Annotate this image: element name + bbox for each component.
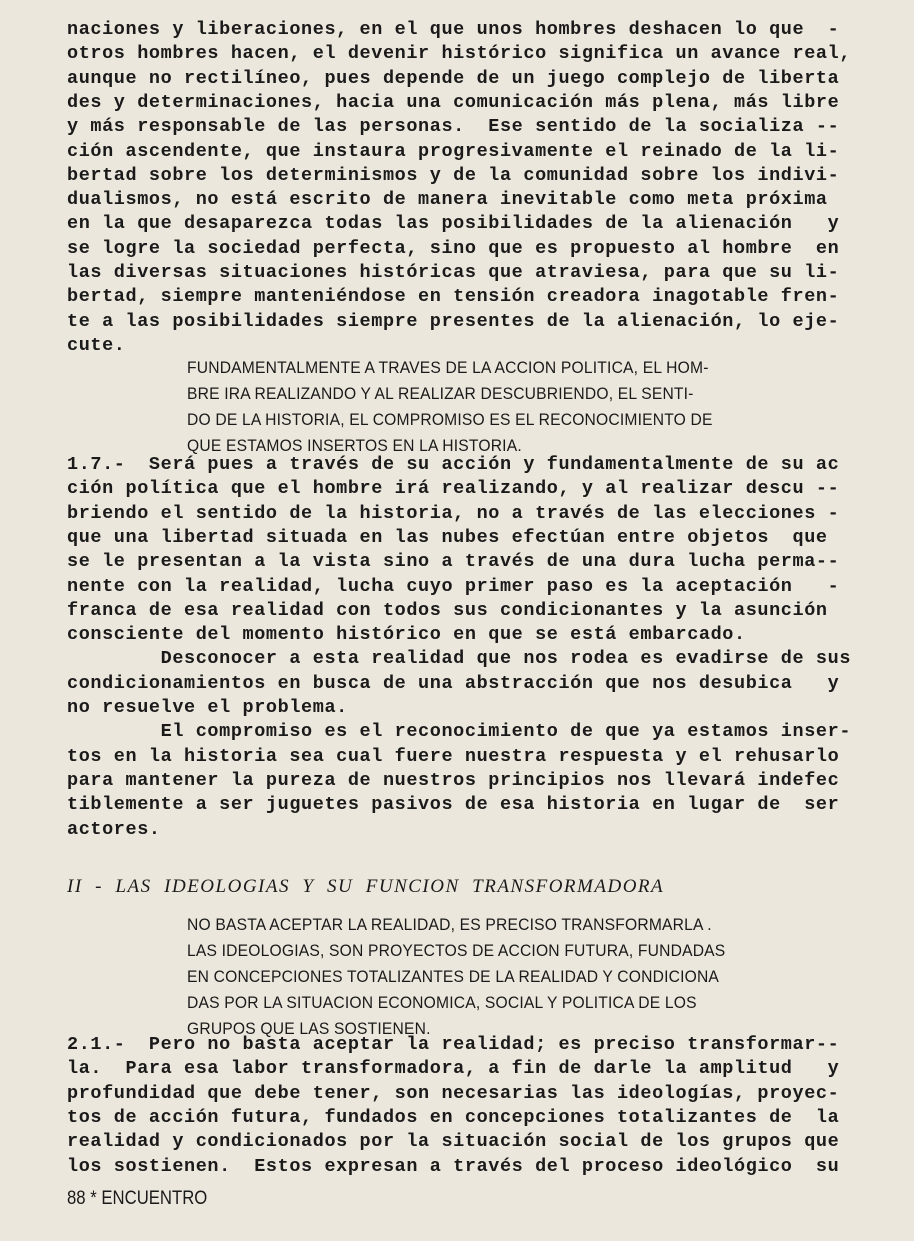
summary-line: FUNDAMENTALMENTE A TRAVES DE LA ACCION POLITICA, EL HOM- xyxy=(187,358,709,377)
text-line: El compromiso es el reconocimiento de que ya estamos inser- xyxy=(67,721,852,743)
text-line: que una libertad situada en las nubes efectúan entre objetos que xyxy=(67,526,828,548)
text-line: aunque no rectilíneo, pues depende de un juego complejo de liberta xyxy=(67,67,840,89)
text-line: la. Para esa labor transformadora, a fin de darle la amplitud y xyxy=(67,1058,840,1080)
text-line: 2.1.- Pero no basta aceptar la realidad; es preciso transformar-- xyxy=(67,1034,840,1055)
summary-line: BRE IRA REALIZANDO Y AL REALIZAR DESCUBRIENDO, EL SENTI- xyxy=(187,384,694,403)
text-line: en la que desaparezca todas las posibilidades de la alienación y xyxy=(67,213,840,235)
text-line: ción política que el hombre irá realizando, y al realizar descu -- xyxy=(67,478,840,500)
text-line: tiblemente a ser juguetes pasivos de esa historia en lugar de ser xyxy=(67,794,840,816)
text-line: profundidad que debe tener, son necesarias las ideologías, proyec- xyxy=(67,1082,840,1104)
text-line: y más responsable de las personas. Ese sentido de la socializa -- xyxy=(67,116,840,138)
summary-line: DO DE LA HISTORIA, EL COMPROMISO ES EL RECONOCIMIENTO DE xyxy=(187,410,713,429)
text-line: ción ascendente, que instaura progresivamente el reinado de la li- xyxy=(67,140,840,162)
text-line: briendo el sentido de la historia, no a través de las elecciones - xyxy=(67,502,840,524)
text-line: realidad y condicionados por la situación social de los grupos que xyxy=(67,1131,840,1153)
text-line: se le presentan a la vista sino a través de una dura lucha perma-- xyxy=(67,551,840,573)
text-line: bertad, siempre manteniéndose en tensión creadora inagotable fren- xyxy=(67,286,840,308)
summary-line: QUE ESTAMOS INSERTOS EN LA HISTORIA. xyxy=(187,436,522,455)
text-line: para mantener la pureza de nuestros principios nos llevará indefec xyxy=(67,769,840,791)
text-line: te a las posibilidades siempre presentes de la alienación, lo eje- xyxy=(67,310,840,332)
text-line: consciente del momento histórico en que se está embarcado. xyxy=(67,624,746,646)
text-line: dualismos, no está escrito de manera inevitable como meta próxima xyxy=(67,189,828,211)
text-line: los sostienen. Estos expresan a través del proceso ideológico su xyxy=(67,1155,840,1177)
summary-line: NO BASTA ACEPTAR LA REALIDAD, ES PRECISO TRANSFORMARLA . xyxy=(187,915,712,934)
text-line: condicionamientos en busca de una abstracción que nos desubica y xyxy=(67,672,840,694)
text-line: tos de acción futura, fundados en concepciones totalizantes de la xyxy=(67,1106,840,1128)
summary-line: DAS POR LA SITUACION ECONOMICA, SOCIAL Y POLITICA DE LOS xyxy=(187,993,697,1012)
text-line: bertad sobre los determinismos y de la comunidad sobre los indivi- xyxy=(67,164,840,186)
section-heading-ideologias: II - LAS IDEOLOGIAS Y SU FUNCION TRANSFORMADORA xyxy=(67,876,665,897)
text-line: cute. xyxy=(67,334,126,356)
text-line: tos en la historia sea cual fuere nuestra respuesta y el rehusarlo xyxy=(67,745,840,767)
summary-line: LAS IDEOLOGIAS, SON PROYECTOS DE ACCION FUTURA, FUNDADAS xyxy=(187,941,726,960)
text-line: nente con la realidad, lucha cuyo primer paso es la aceptación - xyxy=(67,575,840,597)
text-line: no resuelve el problema. xyxy=(67,697,348,718)
page-footer: 88 * ENCUENTRO xyxy=(67,1188,208,1209)
text-line: Desconocer a esta realidad que nos rodea es evadirse de sus xyxy=(67,648,852,670)
text-line: actores. xyxy=(67,818,161,840)
text-line: se logre la sociedad perfecta, sino que es propuesto al hombre en xyxy=(67,237,840,259)
summary-line: GRUPOS QUE LAS SOSTIENEN. xyxy=(187,1019,431,1038)
text-line: franca de esa realidad con todos sus condicionantes y la asunción xyxy=(67,599,828,621)
summary-line: EN CONCEPCIONES TOTALIZANTES DE LA REALIDAD Y CONDICIONA xyxy=(187,967,720,986)
text-line: las diversas situaciones históricas que atraviesa, para que su li- xyxy=(67,262,840,283)
text-line: 1.7.- Será pues a través de su acción y fundamentalmente de su ac xyxy=(67,454,840,475)
text-line: otros hombres hacen, el devenir histórico significa un avance real, xyxy=(67,43,852,65)
text-line: des y determinaciones, hacia una comunicación más plena, más libre xyxy=(67,91,840,113)
text-line: naciones y liberaciones, en el que unos hombres deshacen lo que - xyxy=(67,19,840,40)
